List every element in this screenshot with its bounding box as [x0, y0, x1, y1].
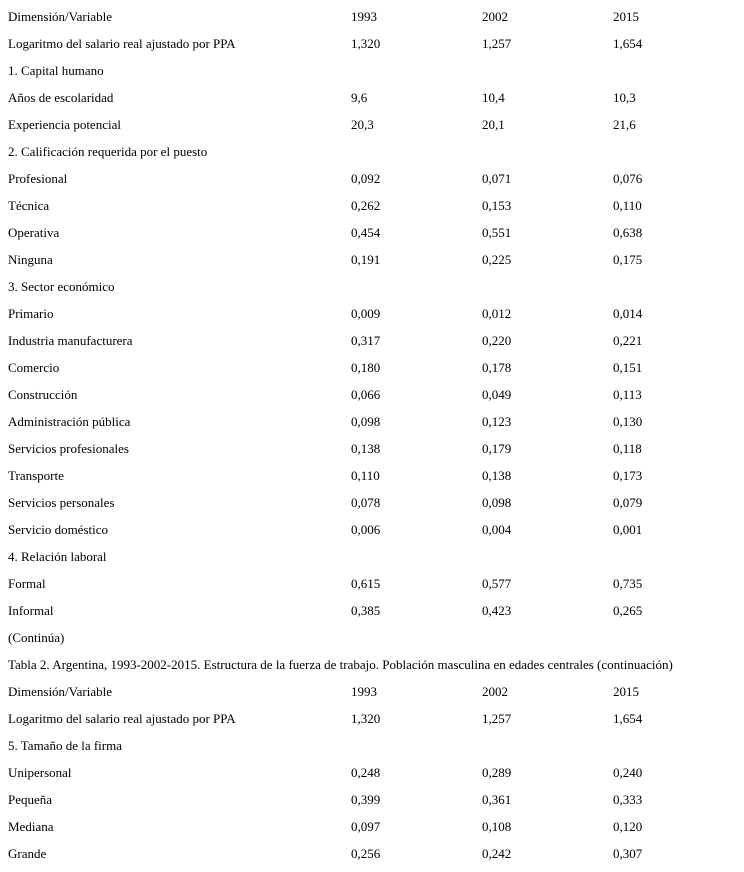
value-cell: 0,151 [613, 360, 643, 375]
value-cell: 0,138 [351, 441, 381, 456]
value-cell: 0,179 [482, 441, 512, 456]
table-row [0, 597, 744, 624]
table-header-row [0, 3, 744, 30]
table-header-row [0, 678, 744, 705]
value-cell: 1,257 [482, 36, 512, 51]
value-cell: 0,191 [351, 252, 381, 267]
value-cell: 0,118 [613, 441, 642, 456]
table-row [0, 570, 744, 597]
row-label: Pequeña [8, 792, 53, 807]
table-row [0, 30, 744, 57]
value-cell: 2002 [482, 684, 508, 699]
row-label: Transporte [8, 468, 64, 483]
value-cell: 21,6 [613, 117, 636, 132]
value-cell: 0,173 [613, 468, 643, 483]
table-row [0, 435, 744, 462]
row-label: Primario [8, 306, 54, 321]
value-cell: 0,220 [482, 333, 512, 348]
table-row [0, 57, 744, 84]
row-label: Profesional [8, 171, 68, 186]
table-row [0, 705, 744, 732]
continua-note: (Continúa) [8, 630, 65, 645]
row-label: Grande [8, 846, 47, 861]
row-label: Experiencia potencial [8, 117, 121, 132]
table-row [0, 732, 744, 759]
table-2-caption: Tabla 2. Argentina, 1993-2002-2015. Estructura de la fuerza de trabajo. Población masculina en edades centrales (continuación) [8, 657, 673, 672]
row-label: Logaritmo del salario real ajustado por PPA [8, 36, 236, 51]
value-cell: 1,257 [482, 711, 512, 726]
value-cell: 1993 [351, 684, 377, 699]
value-cell: 0,423 [482, 603, 512, 618]
value-cell: 0,307 [613, 846, 643, 861]
row-label: Mediana [8, 819, 54, 834]
value-cell: 0,097 [351, 819, 381, 834]
value-cell: 0,009 [351, 306, 381, 321]
value-cell: 0,123 [482, 414, 512, 429]
value-cell: 0,001 [613, 522, 643, 537]
value-cell: 1,654 [613, 36, 643, 51]
table-row [0, 273, 744, 300]
value-cell: 0,175 [613, 252, 643, 267]
value-cell: 0,454 [351, 225, 381, 240]
row-label: Comercio [8, 360, 60, 375]
table-row [0, 138, 744, 165]
value-cell: 0,079 [613, 495, 643, 510]
value-cell: 0,012 [482, 306, 512, 321]
row-label: Formal [8, 576, 46, 591]
value-cell: 0,615 [351, 576, 381, 591]
value-cell: 20,3 [351, 117, 374, 132]
value-cell: 0,071 [482, 171, 512, 186]
value-cell: 0,014 [613, 306, 643, 321]
row-label: Construcción [8, 387, 78, 402]
value-cell: 0,130 [613, 414, 643, 429]
value-cell: 1993 [351, 9, 377, 24]
value-cell: 0,138 [482, 468, 512, 483]
value-cell: 2015 [613, 9, 639, 24]
table-row [0, 111, 744, 138]
row-label: Dimensión/Variable [8, 684, 112, 699]
value-cell: 0,078 [351, 495, 381, 510]
table-row [0, 381, 744, 408]
value-cell: 0,110 [613, 198, 642, 213]
value-cell: 0,242 [482, 846, 512, 861]
table-row [0, 327, 744, 354]
value-cell: 10,4 [482, 90, 505, 105]
table-row [0, 813, 744, 840]
table-row [0, 246, 744, 273]
value-cell: 0,256 [351, 846, 381, 861]
value-cell: 0,289 [482, 765, 512, 780]
row-label: 3. Sector económico [8, 279, 115, 294]
value-cell: 0,098 [482, 495, 512, 510]
value-cell: 0,385 [351, 603, 381, 618]
table-row [0, 165, 744, 192]
value-cell: 0,113 [613, 387, 642, 402]
value-cell: 0,577 [482, 576, 512, 591]
table-row [0, 516, 744, 543]
value-cell: 0,098 [351, 414, 381, 429]
row-label: 5. Tamaño de la firma [8, 738, 123, 753]
value-cell: 20,1 [482, 117, 505, 132]
table-row [0, 300, 744, 327]
table-row [0, 462, 744, 489]
table-row [0, 840, 744, 867]
row-label: Logaritmo del salario real ajustado por PPA [8, 711, 236, 726]
value-cell: 1,654 [613, 711, 643, 726]
value-cell: 0,240 [613, 765, 643, 780]
value-cell: 2015 [613, 684, 639, 699]
value-cell: 0,180 [351, 360, 381, 375]
table-row [0, 543, 744, 570]
row-label: Técnica [8, 198, 50, 213]
value-cell: 0,178 [482, 360, 512, 375]
value-cell: 1,320 [351, 711, 381, 726]
table-row [0, 408, 744, 435]
row-label: Años de escolaridad [8, 90, 114, 105]
row-label: Servicios profesionales [8, 441, 129, 456]
row-label: 2. Calificación requerida por el puesto [8, 144, 208, 159]
table-row [0, 786, 744, 813]
row-label: Ninguna [8, 252, 53, 267]
value-cell: 10,3 [613, 90, 636, 105]
value-cell: 0,076 [613, 171, 643, 186]
value-cell: 0,265 [613, 603, 643, 618]
value-cell: 0,153 [482, 198, 512, 213]
value-cell: 2002 [482, 9, 508, 24]
row-label: Industria manufacturera [8, 333, 133, 348]
value-cell: 0,225 [482, 252, 512, 267]
row-label: Servicio doméstico [8, 522, 109, 537]
table-row [0, 759, 744, 786]
value-cell: 0,735 [613, 576, 643, 591]
row-label: Dimensión/Variable [8, 9, 112, 24]
row-label: Operativa [8, 225, 60, 240]
table-row [0, 84, 744, 111]
table-row [0, 219, 744, 246]
value-cell: 0,317 [351, 333, 381, 348]
row-label: Informal [8, 603, 54, 618]
value-cell: 0,638 [613, 225, 643, 240]
row-label: Administración pública [8, 414, 131, 429]
value-cell: 0,221 [613, 333, 643, 348]
value-cell: 0,262 [351, 198, 381, 213]
value-cell: 0,006 [351, 522, 381, 537]
value-cell: 0,361 [482, 792, 512, 807]
value-cell: 9,6 [351, 90, 368, 105]
table-row [0, 489, 744, 516]
value-cell: 0,551 [482, 225, 512, 240]
value-cell: 0,066 [351, 387, 381, 402]
row-label: 1. Capital humano [8, 63, 104, 78]
value-cell: 0,248 [351, 765, 381, 780]
value-cell: 0,110 [351, 468, 380, 483]
value-cell: 1,320 [351, 36, 381, 51]
value-cell: 0,399 [351, 792, 381, 807]
value-cell: 0,120 [613, 819, 643, 834]
value-cell: 0,049 [482, 387, 512, 402]
table-row [0, 354, 744, 381]
table-row [0, 192, 744, 219]
value-cell: 0,004 [482, 522, 512, 537]
value-cell: 0,092 [351, 171, 381, 186]
row-label: Unipersonal [8, 765, 72, 780]
value-cell: 0,333 [613, 792, 643, 807]
row-label: Servicios personales [8, 495, 115, 510]
value-cell: 0,108 [482, 819, 512, 834]
row-label: 4. Relación laboral [8, 549, 107, 564]
